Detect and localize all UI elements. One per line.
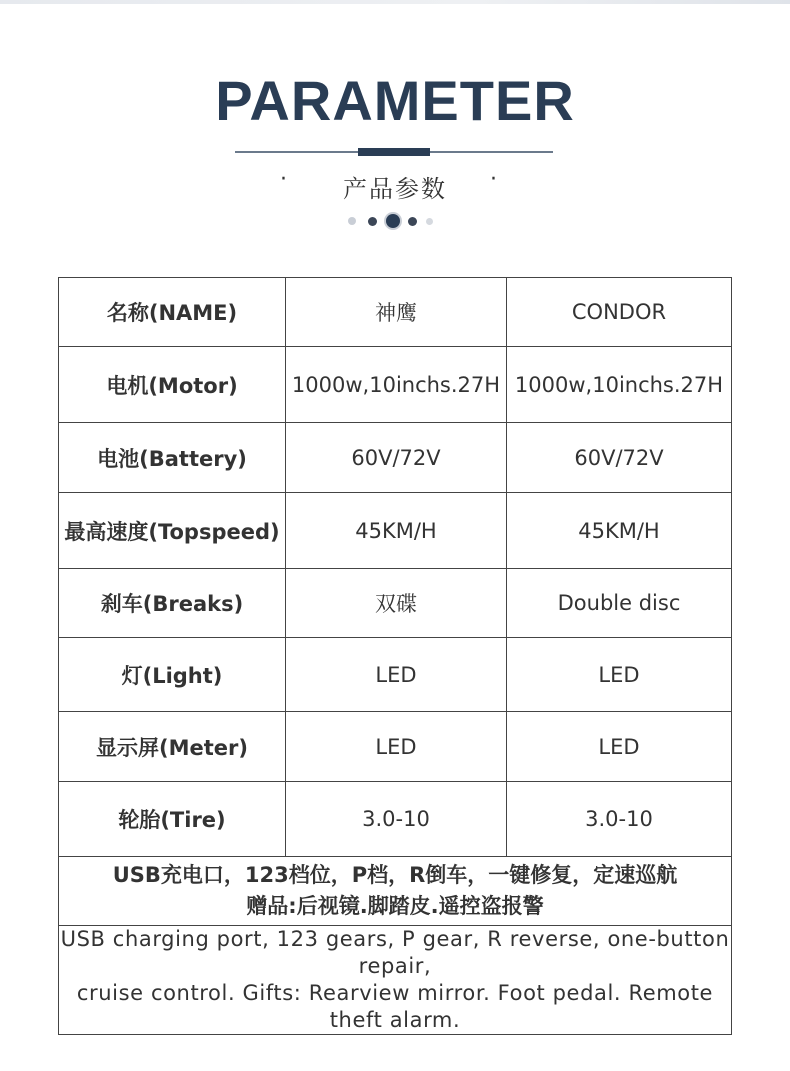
cell-name-a: 神鹰: [286, 278, 507, 347]
cell-motor-a: 1000w,10inchs.27H: [286, 347, 507, 423]
features-note-cn-line2: 赠品:后视镜.脚踏皮.遥控盗报警: [246, 894, 544, 918]
cell-meter-a: LED: [286, 712, 507, 782]
top-decorative-strip: [0, 0, 790, 4]
features-note-cn: [59, 857, 732, 926]
table-row: [59, 493, 732, 569]
dot-5: [426, 218, 433, 225]
page-subtitle: 产品参数: [343, 175, 447, 203]
table-row: [59, 638, 732, 712]
table-row: [59, 782, 732, 857]
table-row: [59, 857, 732, 926]
row-label-tire: 轮胎(Tire): [59, 782, 286, 857]
features-note-en: [59, 926, 732, 1035]
cell-battery-b: 60V/72V: [507, 423, 732, 493]
cell-name-b: CONDOR: [507, 278, 732, 347]
spec-table: [58, 277, 732, 1035]
pagination-dots: [0, 213, 790, 229]
cell-tire-a: 3.0-10: [286, 782, 507, 857]
features-note-en-line1: USB charging port, 123 gears, P gear, R reverse, one-button repair,: [60, 927, 730, 978]
row-label-breaks: 刹车(Breaks): [59, 569, 286, 638]
cell-meter-b: LED: [507, 712, 732, 782]
table-row: [59, 347, 732, 423]
row-label-meter: 显示屏(Meter): [59, 712, 286, 782]
table-row: [59, 926, 732, 1035]
cell-topspeed-b: 45KM/H: [507, 493, 732, 569]
page-title: PARAMETER: [215, 69, 575, 132]
cell-motor-b: 1000w,10inchs.27H: [507, 347, 732, 423]
features-note-en-line2: cruise control. Gifts: Rearview mirror. Foot pedal. Remote theft alarm.: [76, 981, 714, 1032]
table-row: [59, 712, 732, 782]
cell-breaks-b: Double disc: [507, 569, 732, 638]
cell-breaks-a: 双碟: [286, 569, 507, 638]
row-label-light: 灯(Light): [59, 638, 286, 712]
title-underline-accent: [358, 148, 430, 156]
row-label-name: 名称(NAME): [59, 278, 286, 347]
subtitle-row: [0, 167, 790, 203]
row-label-battery: 电池(Battery): [59, 423, 286, 493]
bullet-left: ·: [280, 167, 287, 192]
bullet-right: ·: [490, 167, 497, 192]
dot-2: [368, 217, 377, 226]
row-label-topspeed: 最高速度(Topspeed): [59, 493, 286, 569]
dot-4: [408, 217, 417, 226]
table-row: [59, 569, 732, 638]
cell-battery-a: 60V/72V: [286, 423, 507, 493]
row-label-motor: 电机(Motor): [59, 347, 286, 423]
dot-3-active: [386, 214, 400, 228]
table-row: [59, 278, 732, 347]
dot-1: [348, 217, 356, 225]
cell-light-a: LED: [286, 638, 507, 712]
table-row: [59, 423, 732, 493]
cell-topspeed-a: 45KM/H: [286, 493, 507, 569]
cell-tire-b: 3.0-10: [507, 782, 732, 857]
cell-light-b: LED: [507, 638, 732, 712]
features-note-cn-line1: USB充电口，123档位，P档，R倒车，一键修复，定速巡航: [112, 863, 678, 887]
